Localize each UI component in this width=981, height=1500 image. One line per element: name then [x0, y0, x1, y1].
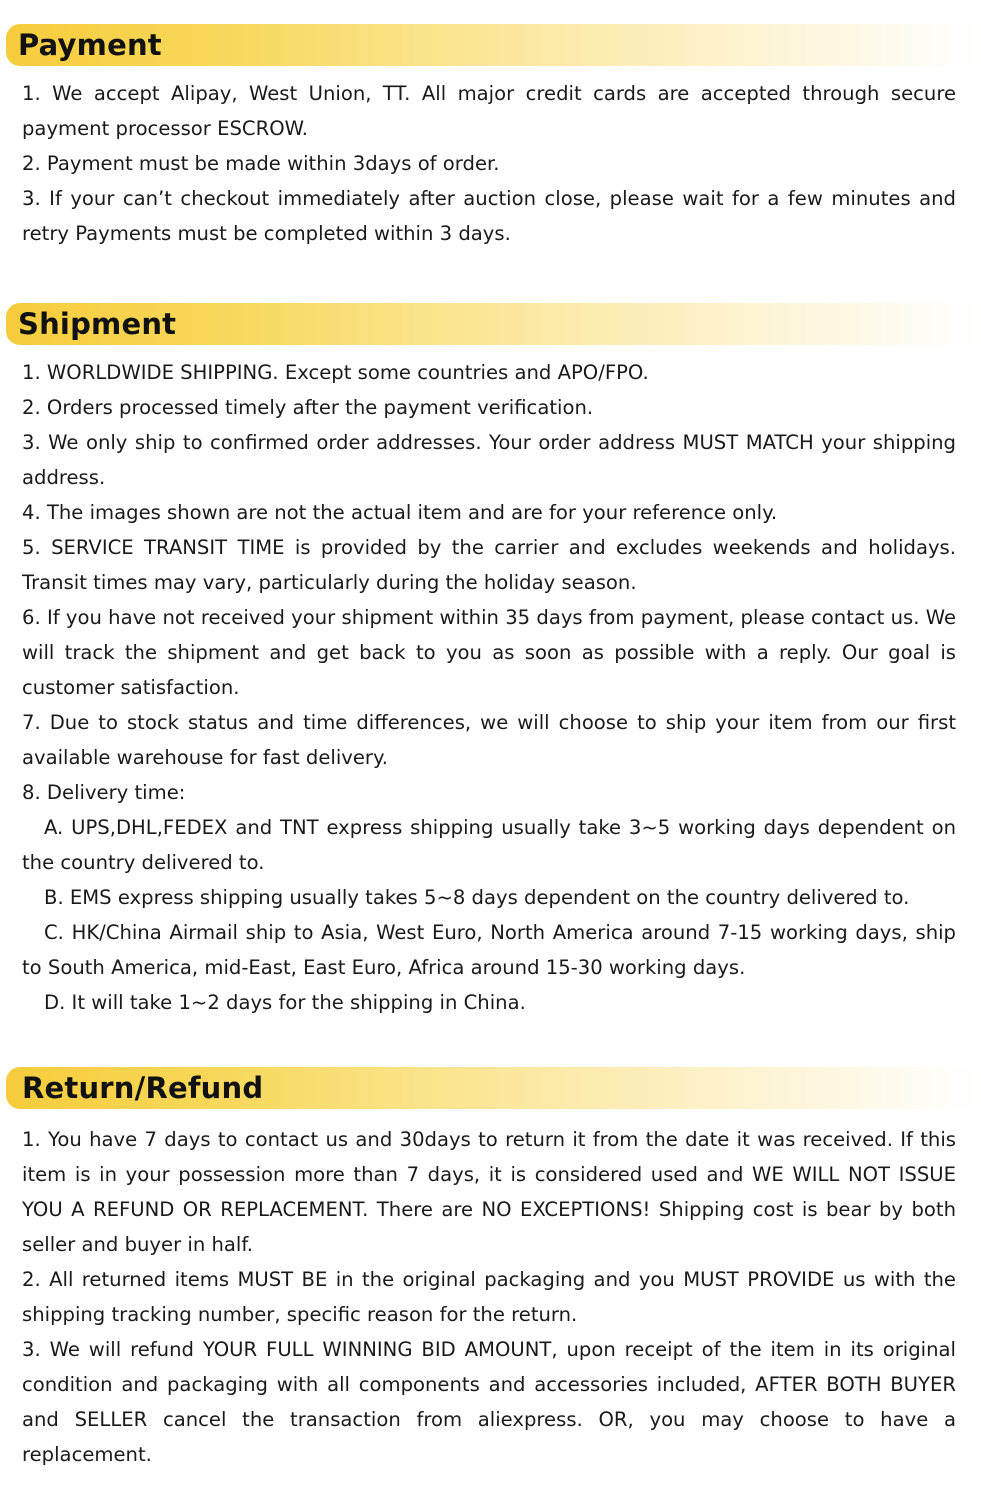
shipment-line: 7. Due to stock status and time differences, we will choose to ship your item from our first [22, 711, 956, 734]
shipment-line: B. EMS express shipping usually takes 5~8 days dependent on the country delivered to. [44, 886, 910, 909]
refund-line: YOU A REFUND OR REPLACEMENT. There are NO EXCEPTIONS! Shipping cost is bear by both [22, 1198, 956, 1221]
payment-header [6, 24, 981, 66]
shipment-line: 1. WORLDWIDE SHIPPING. Except some countries and APO/FPO. [22, 361, 649, 384]
payment-line: 2. Payment must be made within 3days of order. [22, 152, 500, 175]
shipment-line: 5. SERVICE TRANSIT TIME is provided by the carrier and excludes weekends and holidays. [22, 536, 956, 559]
refund-line: and SELLER cancel the transaction from aliexpress. OR, you may choose to have a [22, 1408, 956, 1431]
shipment-body [22, 355, 956, 1020]
shipment-line: will track the shipment and get back to you as soon as possible with a reply. Our goal is [22, 641, 956, 664]
shipment-line: available warehouse for fast delivery. [22, 746, 389, 769]
shipment-line: address. [22, 466, 106, 489]
shipment-line: C. HK/China Airmail ship to Asia, West Euro, North America around 7-15 working days, ship [44, 921, 956, 944]
shipment-line: 3. We only ship to confirmed order addresses. Your order address MUST MATCH your shipping [22, 431, 956, 454]
payment-line: retry Payments must be completed within 3 days. [22, 222, 511, 245]
refund-title: Return/Refund [22, 1071, 264, 1105]
payment-line: 1. We accept Alipay, West Union, TT. All major credit cards are accepted through secure [22, 82, 956, 105]
payment-line: 3. If your can’t checkout immediately after auction close, please wait for a few minutes and [22, 187, 956, 210]
shipment-line: customer satisfaction. [22, 676, 240, 699]
shipment-line: to South America, mid-East, East Euro, Africa around 15-30 working days. [22, 956, 746, 979]
refund-header [6, 1067, 981, 1109]
shipment-line: 6. If you have not received your shipment within 35 days from payment, please contact us. We [22, 606, 956, 629]
shipment-line: D. It will take 1~2 days for the shipping in China. [44, 991, 526, 1014]
shipment-line: the country delivered to. [22, 851, 265, 874]
refund-line: shipping tracking number, specific reason for the return. [22, 1303, 578, 1326]
refund-line: 1. You have 7 days to contact us and 30days to return it from the date it was received. If this [22, 1128, 956, 1151]
refund-line: replacement. [22, 1443, 152, 1466]
shipment-line: Transit times may vary, particularly during the holiday season. [22, 571, 637, 594]
refund-body [22, 1122, 956, 1472]
refund-line: item is in your possession more than 7 days, it is considered used and WE WILL NOT ISSUE [22, 1163, 956, 1186]
refund-line: 2. All returned items MUST BE in the original packaging and you MUST PROVIDE us with the [22, 1268, 956, 1291]
refund-line: condition and packaging with all components and accessories included, AFTER BOTH BUYER [22, 1373, 956, 1396]
shipment-line: A. UPS,DHL,FEDEX and TNT express shipping usually take 3~5 working days dependent on [44, 816, 956, 839]
payment-title: Payment [18, 28, 162, 62]
refund-line: seller and buyer in half. [22, 1233, 254, 1256]
payment-line: payment processor ESCROW. [22, 117, 308, 140]
shipment-line: 2. Orders processed timely after the payment verification. [22, 396, 594, 419]
refund-line: 3. We will refund YOUR FULL WINNING BID AMOUNT, upon receipt of the item in its original [22, 1338, 956, 1361]
shipment-line: 4. The images shown are not the actual item and are for your reference only. [22, 501, 778, 524]
payment-body [22, 76, 956, 251]
shipment-header [6, 303, 981, 345]
shipment-line: 8. Delivery time: [22, 781, 186, 804]
shipment-title: Shipment [18, 307, 177, 341]
